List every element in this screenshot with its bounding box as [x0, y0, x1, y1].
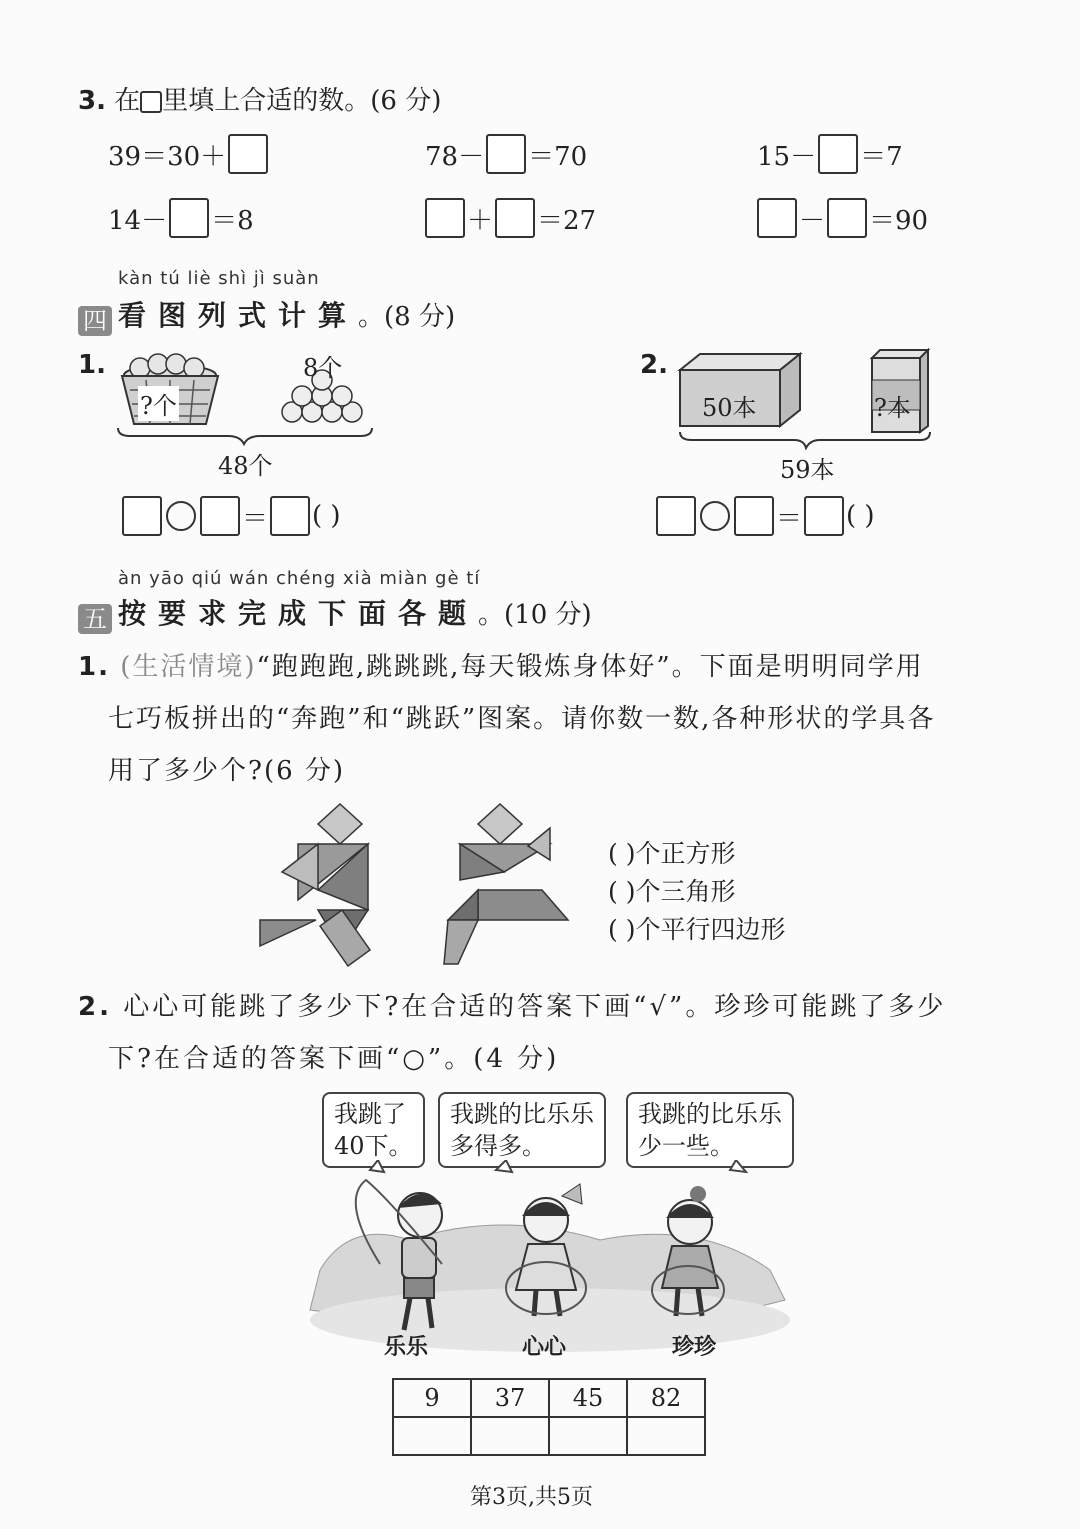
basket-label: ?个 — [138, 386, 179, 421]
bubble-tail-icon — [370, 1160, 384, 1172]
sample-blank-box — [140, 91, 162, 113]
name-lele: 乐乐 — [384, 1335, 429, 1360]
equation-2-right: ＝70 — [528, 141, 588, 172]
answer-box[interactable] — [804, 496, 844, 536]
mark-cell[interactable] — [471, 1417, 549, 1455]
equation-6-op: － — [799, 205, 826, 236]
bubble-line: 我跳了 — [334, 1100, 406, 1128]
equation-5-right: ＝27 — [537, 205, 597, 236]
equation-2 — [425, 134, 587, 174]
square-count-answer[interactable]: ( )个正方形 — [608, 839, 736, 868]
option-cell: 37 — [471, 1379, 549, 1417]
section5-q2-line1 — [78, 986, 946, 1023]
section4-number: 四 — [78, 306, 112, 336]
equation-1 — [108, 134, 268, 174]
answer-box[interactable] — [169, 198, 209, 238]
section5-q2-line2: 下?在合适的答案下画“○”。(4 分) — [108, 1044, 560, 1074]
section4-title-tail: 。(8 分) — [358, 302, 456, 332]
answer-box[interactable] — [757, 198, 797, 238]
section5-q1-line3: 用了多少个?(6 分) — [108, 756, 346, 786]
mark-cell[interactable] — [549, 1417, 627, 1455]
section5-number: 五 — [78, 604, 112, 634]
answer-box[interactable] — [122, 496, 162, 536]
bubble-tail-icon — [730, 1160, 746, 1172]
operator-circle[interactable] — [700, 501, 730, 531]
equation-5-op: ＋ — [467, 205, 494, 236]
equation-4-right: ＝8 — [211, 205, 254, 236]
running-tangram-icon — [260, 804, 370, 966]
section3-title — [78, 80, 441, 117]
option-cell: 82 — [627, 1379, 705, 1417]
section4-title — [78, 294, 455, 336]
speech-bubble-lele — [322, 1092, 425, 1168]
bubble-line: 我跳的比乐乐 — [638, 1100, 782, 1128]
bubble-line: 多得多。 — [450, 1132, 546, 1160]
equation-3 — [757, 134, 903, 174]
section5-q1-number: 1. — [78, 652, 110, 682]
operator-circle[interactable] — [166, 501, 196, 531]
section3-title-post: 里填上合适的数。(6 分) — [162, 86, 442, 116]
answer-box[interactable] — [827, 198, 867, 238]
jumping-tangram-icon — [444, 804, 568, 964]
total-brace — [680, 432, 930, 448]
answer-box[interactable] — [425, 198, 465, 238]
section5-q1-line2: 七巧板拼出的“奔跑”和“跳跃”图案。请你数一数,各种形状的学具各 — [108, 704, 936, 734]
mark-cell[interactable] — [393, 1417, 471, 1455]
section5-pinyin: àn yāo qiú wán chéng xià miàn gè tí — [118, 568, 481, 589]
equation-4-left: 14－ — [108, 205, 168, 236]
answer-box[interactable] — [486, 134, 526, 174]
unit-blank[interactable]: ( ) — [846, 501, 875, 531]
peach-count-label: 8个 — [303, 354, 343, 382]
equation-4 — [108, 198, 254, 238]
equation-5 — [425, 198, 596, 238]
life-scenario-tag: (生活情境) — [120, 652, 257, 682]
equation-2-left: 78－ — [425, 141, 485, 172]
equation-6-right: ＝90 — [869, 205, 929, 236]
big-box-label: 50本 — [702, 394, 757, 422]
section4-q2-number: 2. — [640, 350, 668, 380]
small-box-label: ?本 — [874, 394, 911, 422]
section4-q1-number: 1. — [78, 350, 106, 380]
total-brace — [118, 428, 372, 444]
speech-bubble-zhenzhen — [626, 1092, 794, 1168]
equals-sign: ＝ — [242, 503, 269, 534]
q2-total-label: 59本 — [780, 456, 835, 484]
unit-blank[interactable]: ( ) — [312, 501, 341, 531]
bubble-line: 我跳的比乐乐 — [450, 1100, 594, 1128]
equation-3-right: ＝7 — [860, 141, 903, 172]
triangle-count-answer[interactable]: ( )个三角形 — [608, 877, 736, 906]
equation-3-left: 15－ — [757, 141, 817, 172]
mark-cell[interactable] — [627, 1417, 705, 1455]
tangram-figures — [258, 800, 578, 968]
bubble-tail-icon — [496, 1160, 512, 1172]
answer-box[interactable] — [228, 134, 268, 174]
equals-sign: ＝ — [776, 503, 803, 534]
answer-box[interactable] — [656, 496, 696, 536]
option-cell: 9 — [393, 1379, 471, 1417]
name-zhenzhen: 珍珍 — [672, 1335, 717, 1360]
section3-number: 3. — [78, 86, 106, 116]
options-row — [393, 1379, 705, 1417]
equation-6 — [757, 198, 928, 238]
section5-q1-line1-text: “跑跑跑,跳跳跳,每天锻炼身体好”。下面是明明同学用 — [256, 652, 924, 682]
q2-equation — [656, 496, 875, 536]
answer-box[interactable] — [270, 496, 310, 536]
speech-bubble-xinxin — [438, 1092, 606, 1168]
q1-equation — [122, 496, 341, 536]
bubble-line: 40下。 — [334, 1132, 413, 1160]
section5-title-tail: 。(10 分) — [478, 600, 592, 630]
answer-box[interactable] — [200, 496, 240, 536]
option-cell: 45 — [549, 1379, 627, 1417]
page-footer: 第3页,共5页 — [470, 1485, 593, 1510]
bubble-line: 少一些。 — [638, 1132, 734, 1160]
section5-q2-number: 2. — [78, 992, 112, 1022]
section4-title-text: 看图列式计算 — [118, 299, 359, 332]
equation-1-left: 39＝30＋ — [108, 141, 227, 172]
answer-box[interactable] — [818, 134, 858, 174]
section4-pinyin: kàn tú liè shì jì suàn — [118, 268, 320, 289]
answer-options-table — [392, 1378, 706, 1456]
answer-box[interactable] — [495, 198, 535, 238]
mark-row — [393, 1417, 705, 1455]
parallelogram-count-answer[interactable]: ( )个平行四边形 — [608, 915, 786, 944]
section5-title-text: 按要求完成下面各题 — [118, 597, 479, 630]
section5-q2-line1-text: 心心可能跳了多少下?在合适的答案下画“√”。珍珍可能跳了多少 — [123, 992, 947, 1022]
q1-total-label: 48个 — [218, 452, 273, 480]
section5-q1-line1 — [78, 646, 924, 683]
section5-title — [78, 592, 592, 634]
name-xinxin: 心心 — [522, 1335, 567, 1360]
section3-title-pre: 在 — [114, 86, 141, 116]
answer-box[interactable] — [734, 496, 774, 536]
